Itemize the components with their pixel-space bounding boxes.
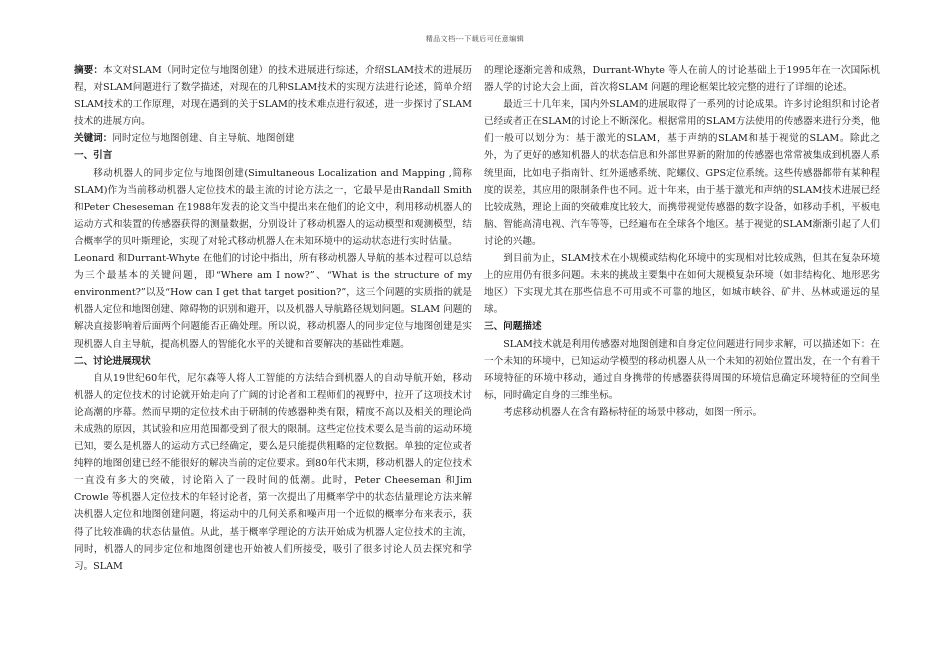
section-2-paragraph-3: 到目前为止，SLAM技术在小规模或结构化环境中的实现相对比较成熟，但其在复杂环境上的应用仍有很多问题。未来的挑战主要集中在如何大规模复杂环境（如非结构化、地形恶劣地区）下实现尤其在那些信息不可用或不可靠的地区，如城市峡谷、矿井、丛林或遥远的星球。: [484, 253, 880, 316]
page-header: 精品文档---下载后可任意编辑: [425, 35, 525, 43]
section-1-paragraph-2: Leonard 和Durrant-Whyte 在他们的讨论中指出，所有移动机器人导航的基本过程可以总结为三个最基本的关键问题，即“Where am I now?”、“What is the structure of my environment?”以及“How can I get that target position?”，这三个问题的实质指的就是机器人定位和地图创建、障碍物的识别和避开，以及机器人导航路径规划问题。SLAM 问题的解决直接影响着后面两个问题能否正确处理。所以说，移动机器人的同步定位与地图创建是实现机器人自主导航，提高机器人的智能化水平的关键和首要解决的基础性难题。: [74, 253, 472, 350]
keywords: [74, 130, 472, 147]
section-2-paragraph-2: 最近三十几年来，国内外SLAM的进展取得了一系列的讨论成果。许多讨论组织和讨论者已经或者正在SLAM的讨论上不断深化。根据常用的SLAM方法使用的传感器来进行分类，他们一般可以划分为：基于激光的SLAM，基于声纳的SLAM和基于视觉的SLAM。除此之外，为了更好的感知机器人的状态信息和外部世界新的附加的传感器也常常被集成到机器人系统里面，比如电子指南针、红外遥感系统、陀螺仪、GPS定位系统。这些传感器都带有某种程度的误差，其应用的限制条件也不同。近十年来，由于基于激光和声纳的SLAM技术进展已经比较成熟，理论上面的突破难度比较大，而携带视觉传感器的数字设备，如移动手机，平板电脑、智能高清电视、汽车等等，已经遍布在全球各个地区。基于视觉的SLAM渐渐引起了人们讨论的兴趣。: [484, 99, 880, 247]
abstract-text: 本文对SLAM（同时定位与地图创建）的技术进展进行综述，介绍SLAM技术的进展历程，对SLAM问题进行了数学描述，对现在的几种SLAM技术的实现方法进行论述，简单介绍SLAM技术的工作原理，对现在遇到的关于SLAM的技术难点进行叙述，进一步探讨了SLAM技术的进展方向。: [74, 65, 473, 128]
section-3-paragraph-2: 考虑移动机器人在含有路标特征的场景中移动，如图一所示。: [503, 406, 763, 418]
abstract: [74, 62, 472, 130]
section-1-heading: 一、引言: [74, 150, 113, 162]
left-column: [74, 62, 472, 575]
section-1-paragraph-1: 移动机器人的同步定位与地图创建(Simultaneous Localization and Mapping ,简称SLAM)作为当前移动机器人定位技术的最主流的讨论方法之一，它最早是由Randall Smith 和Peter Cheseseman 在1988年发表的论文当中提出来在他们的论文中，利用移动机器人的运动方式和装置的传感器获得的测量数据，分别设计了移动机器人的运动模型和观测模型，结合概率学的贝叶斯理论，实现了对轮式移动机器人在未知环境中的运动状态进行实时估量。: [74, 167, 472, 247]
section-2-heading: 二、讨论进展现状: [74, 355, 151, 367]
section-2-paragraph-continued: 的理论逐渐完善和成熟，Durrant-Whyte 等人在前人的讨论基础上于1995年在一次国际机器人学的讨论大会上面，首次将SLAM 问题的理论框架比较完整的进行了详细的论述。: [484, 65, 880, 94]
section-3-paragraph-1: SLAM技术就是利用传感器对地图创建和自身定位问题进行同步求解，可以描述如下：在一个未知的环境中，已知运动学模型的移动机器人从一个未知的初始位置出发，在一个有着干环境特征的环境中移动，通过自身携带的传感器获得周围的环境信息确定环境特征的空间坐标，同时确定自身的三维坐标。: [484, 338, 880, 401]
right-column: [484, 62, 880, 421]
keywords-text: 同时定位与地图创建、自主导航、地图创建: [112, 133, 295, 145]
abstract-label: 摘要：: [74, 65, 104, 76]
section-3-heading: 三、问题描述: [484, 321, 542, 333]
section-2-paragraph-1: 自从19世纪60年代，尼尔森等人将人工智能的方法结合到机器人的自动导航开始，移动机器人的定位技术的讨论就开始走向了广阔的讨论者和工程师们的视野中，拉开了这项技术讨论高潮的序幕。然而早期的定位技术由于研制的传感器种类有限，精度不高以及相关的理论尚未成熟的原因，其试验和应用范围都受到了很大的限制。这些定位技术要么是当前的运动环境已知，要么是机器人的运动方式已经确定，要么是只能提供粗略的定位数据。单独的定位或者纯粹的地图创建已经不能很好的解决当前的定位要求。到80年代末期，移动机器人的定位技术一直没有多大的突破，讨论陷入了一段时间的低潮。此时，Peter Cheeseman 和Jim Crowle 等机器人定位技术的年轻讨论者，第一次提出了用概率学中的状态估量理论方法来解决机器人定位和地图创建问题，将运动中的几何关系和噪声用一个近似的概率分布来表示，获得了比较准确的状态估量值。从此，基于概率学理论的方法开始成为机器人定位技术的主流，同时，机器人的同步定位和地图创建也开始被人们所接受，吸引了很多讨论人员去探究和学习。SLAM: [74, 372, 472, 572]
keywords-label: 关键词：: [74, 133, 113, 145]
